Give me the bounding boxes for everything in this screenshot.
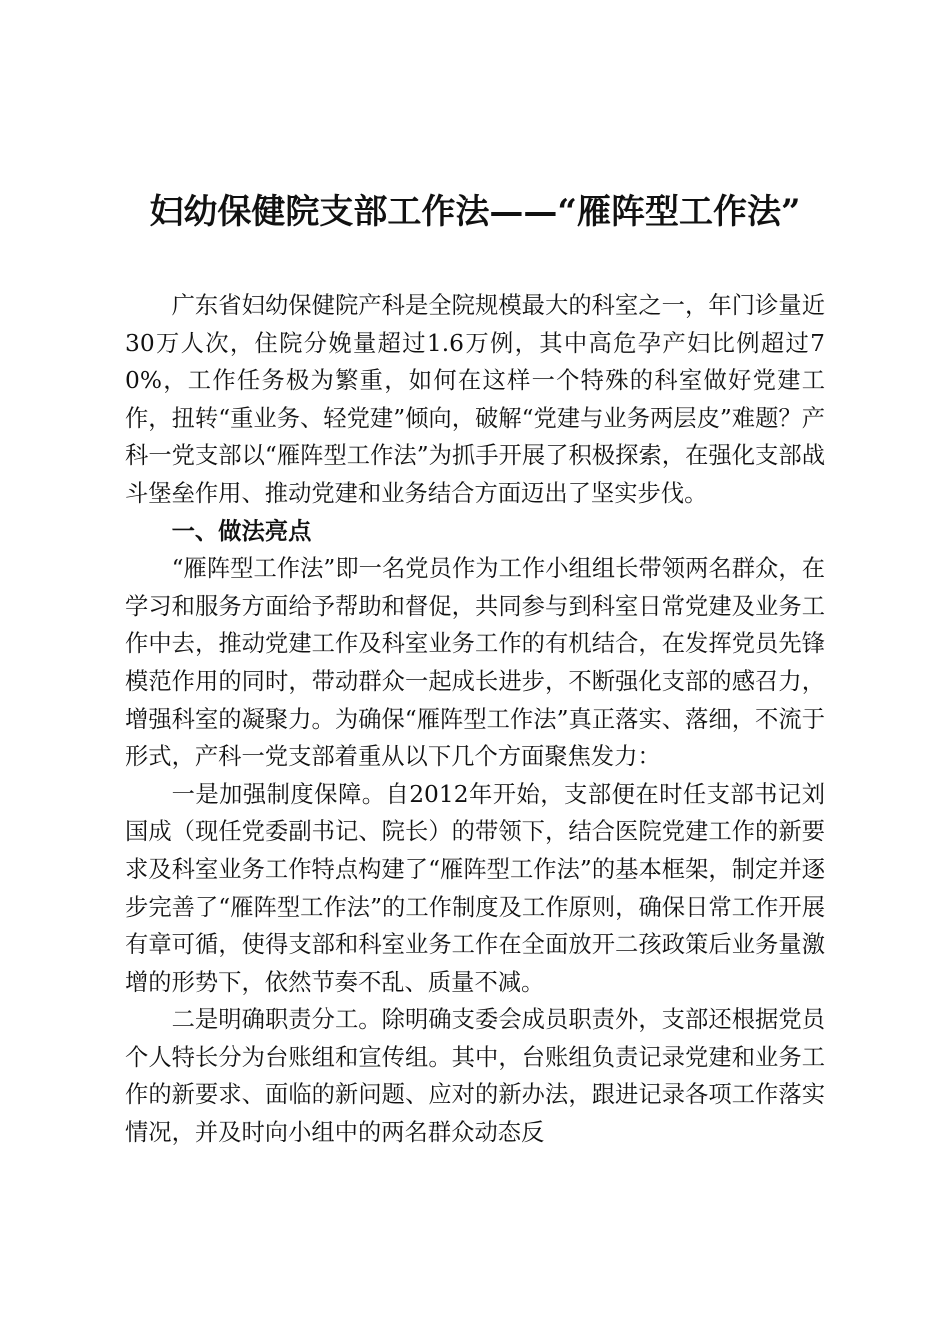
document-body [125, 287, 825, 1152]
section-heading-highlights: 一、做法亮点 [171, 517, 312, 545]
intro-paragraph: 广东省妇幼保健院产科是全院规模最大的科室之一，年门诊量近30万人次，住院分娩量超过1.6万例，其中高危孕产妇比例超过70%，工作任务极为繁重，如何在这样一个特殊的科室做好党建工作，扭转“重业务、轻党建”倾向，破解“党建与业务两层皮”难题？产科一党支部以“雁阵型工作法”为抓手开展了积极探索，在强化支部战斗堡垒作用、推动党建和业务结合方面迈出了坚实步伐。 [125, 292, 825, 507]
document-title: 妇幼保健院支部工作法——“雁阵型工作法” [149, 192, 801, 232]
institutional-guarantee-paragraph: 一是加强制度保障。自2012年开始，支部便在时任支部书记刘国成（现任党委副书记、院长）的带领下，结合医院党建工作的新要求及科室业务工作特点构建了“雁阵型工作法”的基本框架，制定并逐步完善了“雁阵型工作法”的工作制度及工作原则，确保日常工作开展有章可循，使得支部和科室业务工作在全面放开二孩政策后业务量激增的形势下，依然节奏不乱、质量不减。 [125, 780, 825, 996]
method-description-paragraph: “雁阵型工作法”即一名党员作为工作小组组长带领两名群众，在学习和服务方面给予帮助和督促，共同参与到科室日常党建及业务工作中去，推动党建工作及科室业务工作的有机结合，在发挥党员先锋模范作用的同时，带动群众一起成长进步，不断强化支部的感召力，增强科室的凝聚力。为确保“雁阵型工作法”真正落实、落细，不流于形式，产科一党支部着重从以下几个方面聚焦发力： [125, 555, 825, 771]
responsibility-division-paragraph: 二是明确职责分工。除明确支委会成员职责外，支部还根据党员个人特长分为台账组和宣传组。其中，台账组负责记录党建和业务工作的新要求、面临的新问题、应对的新办法，跟进记录各项工作落实情况，并及时向小组中的两名群众动态反 [125, 1006, 825, 1147]
